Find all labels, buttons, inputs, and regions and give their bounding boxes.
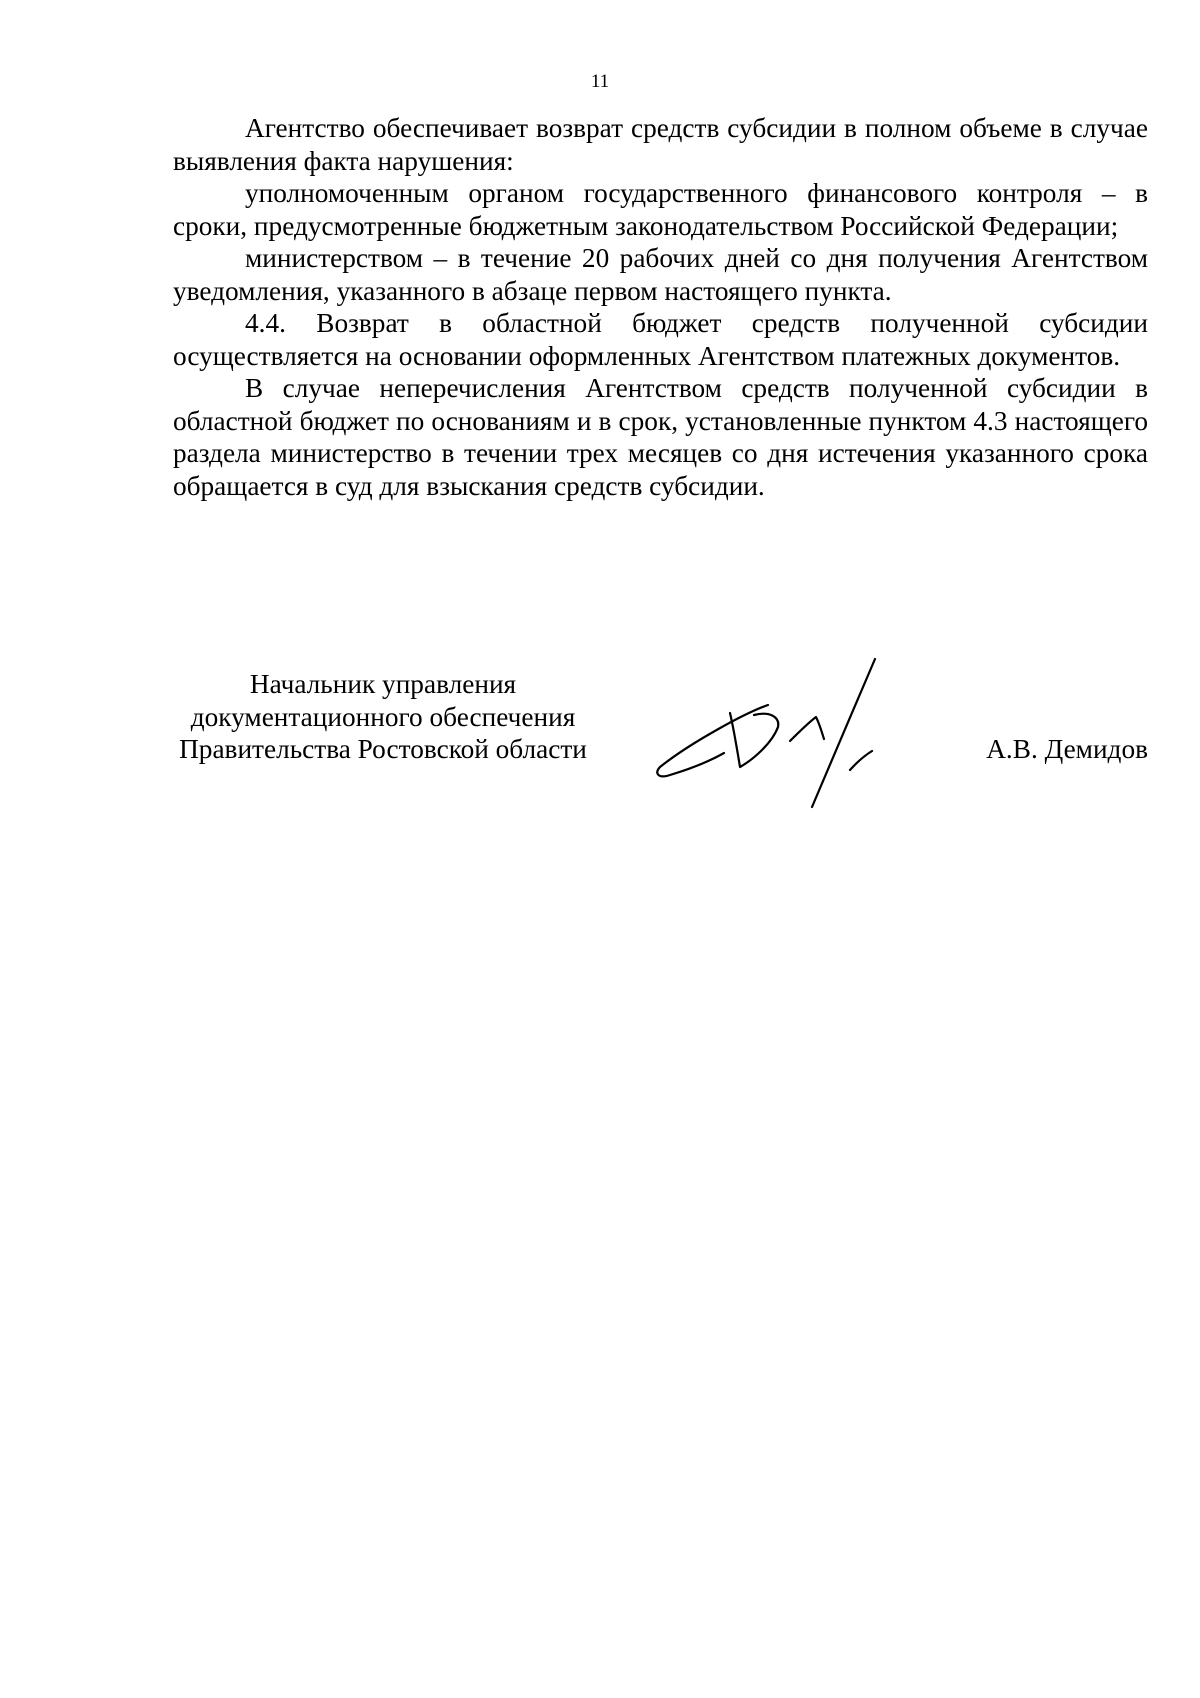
paragraph-agency-obligation: Агентство обеспечивает возврат средств субсидии в полном объеме в случае выявления факта нарушения: [173, 113, 1148, 176]
page-number: 11 [590, 71, 610, 92]
paragraph-section-4-4: 4.4. Возврат в областной бюджет средств полученной субсидии осуществляется на основании оформленных Агентством платежных документов. [173, 308, 1148, 371]
signer-position [173, 668, 593, 766]
paragraph-control-body: уполномоченным органом государственного финансового контроля – в сроки, предусмотренные бюджетным законодательством Российской Федерации; [173, 178, 1148, 241]
signer-position-line-2: документационного обеспечения [190, 701, 576, 732]
document-body [173, 112, 1148, 502]
signer-name: А.В. Демидов [986, 734, 1148, 764]
paragraph-ministry: министерством – в течение 20 рабочих дней со дня получения Агентством уведомления, указанного в абзаце первом настоящего пункта. [173, 243, 1148, 306]
signer-position-line-3: Правительства Ростовской области [179, 734, 587, 764]
paragraph-court-recovery: В случае неперечисления Агентством средств полученной субсидии в областной бюджет по основаниям и в срок, установленные пунктом 4.3 настоящего раздела министерство в течении трех месяцев со дня истечения указанного срока обращается в суд для взыскания средств субсидии. [173, 373, 1148, 501]
signer-position-line-1: Начальник управления [249, 669, 517, 699]
handwritten-signature [650, 655, 950, 820]
